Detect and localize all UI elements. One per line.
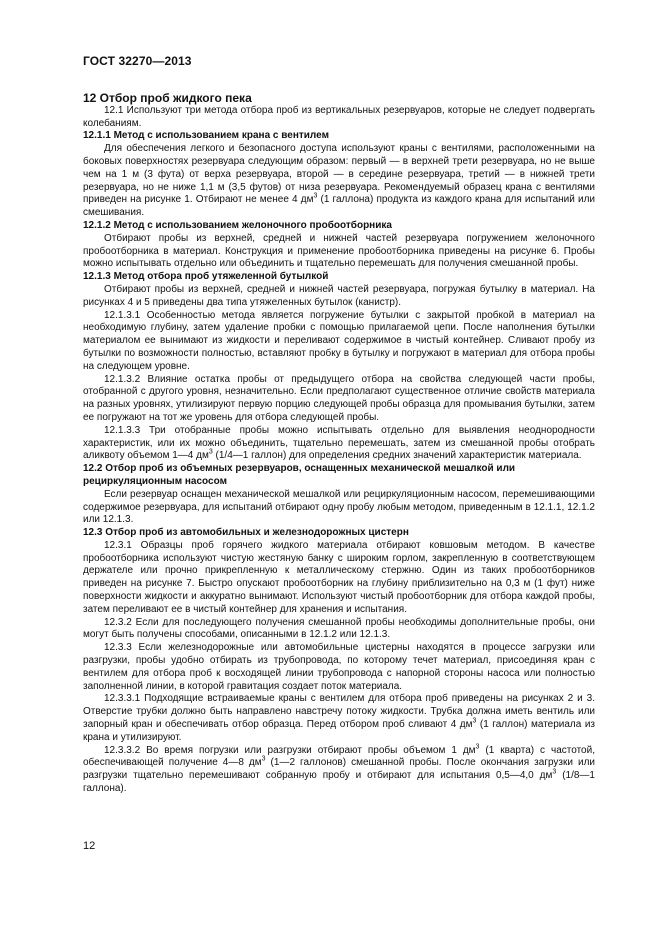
- heading-12-3: 12.3 Отбор проб из автомобильных и железнодорожных цистерн: [83, 527, 409, 539]
- heading-12-2: 12.2 Отбор проб из объемных резервуаров, оснащенных механической мешалкой или рециркуляционным насосом: [83, 463, 516, 487]
- paragraph-12-1-2: Отбирают пробы из верхней, средней и нижней частей резервуара погружением желоночного пробоотборника в материал. Конструкция и применение пробоотборника приведены на рисунке 6. Пробы можно испытывать отдельно или объединить и тщательно перемешать для получения смешанной пробы.: [83, 232, 595, 270]
- paragraph-12-1-1: Для обеспечения легкого и безопасного доступа используют краны с вентилями, расположенными на боковых поверхностях резервуара следующим образом: первый — в верхней трети резервуара, но не выше чем на 1 м (3 фута) от верха резервуара, второй — в середине резервуара, третий — в нижней трети резервуара, но не ниже 1,1 м (3,5 футов) от низа резервуара. Рекомендуемый образец крана с вентилями приведен на рисунке 1. Отбирают не менее 4 $дм^3$ (1 галлона) продукта из каждого крана для испытаний или смешивания.: [83, 143, 595, 219]
- standard-header: ГОСТ 32270—2013: [83, 54, 192, 68]
- page-number: 12: [83, 840, 96, 852]
- heading-12-1-2: 12.1.2 Метод с использованием желоночного пробоотборника: [83, 219, 392, 231]
- page-content: [83, 92, 595, 796]
- section-12-title: 12 Отбор проб жидкого пека: [83, 91, 252, 105]
- paragraph-12-1: 12.1 Используют три метода отбора проб из вертикальных резервуаров, которые не следует подвергать колебаниям.: [83, 104, 595, 129]
- paragraph-12-3-2: 12.3.2 Если для последующего получения смешанной пробы необходимы дополнительные пробы, они могут быть получены способами, описанными в 12.1.2 или 12.1.3.: [83, 616, 595, 641]
- paragraph-12-2: Если резервуар оснащен механической мешалкой или рециркуляционным насосом, перемешивающими содержимое резервуара, для испытаний отбирают одну пробу любым методом, приведенным в 12.1.1, 12.1.2 или 12.1.3.: [83, 488, 595, 526]
- paragraph-12-3-1: 12.3.1 Образцы проб горячего жидкого материала отбирают ковшовым методом. В качестве пробоотборника используют чистую жестяную банку с широким горлом, закрепленную в соответствующем держателе или прочно прикрепленную к металлическому стержню. Один из таких пробоотборников приведен на рисунке 7. Быстро опускают пробоотборник на глубину приблизительно на 0,3 м (1 фут) ниже поверхности жидкости и аккуратно вынимают. Используют чистый пробоотборник для отбора каждой пробы, затем переливают ее в чистый контейнер для хранения и испытания.: [83, 539, 595, 615]
- heading-12-1-3: 12.1.3 Метод отбора проб утяжеленной бутылкой: [83, 271, 329, 283]
- paragraph-12-1-3-1: 12.1.3.1 Особенностью метода является погружение бутылки с закрытой пробкой в материал на необходимую глубину, затем удаление пробки с помощью прилагаемой цепи. После наполнения бутылки материалом ее вынимают из жидкости и переливают содержимое в чистый контейнер. Сливают пробу из бутылки по возможности полностью, вставляют пробку в бутылку и погружают в материал для отбора пробы на следующем уровне.: [83, 309, 595, 372]
- paragraph-12-1-3-3: 12.1.3.3 Три отобранные пробы можно испытывать отдельно для выявления неоднородности характеристик, или их можно объединить, тщательно перемешать, затем из смешанной пробы отобрать аликвоту объемом 1—4 $дм^3$ (1/4—1 галлон) для определения средних значений характеристик материала.: [83, 424, 595, 462]
- paragraph-12-1-3: Отбирают пробы из верхней, средней и нижней частей резервуара, погружая бутылку в материал. На рисунках 4 и 5 приведены два типа утяжеленных бутылок (канистр).: [83, 283, 595, 308]
- heading-12-1-1: 12.1.1 Метод с использованием крана с вентилем: [83, 130, 329, 142]
- paragraph-12-3-3-1: 12.3.3.1 Подходящие встраиваемые краны с вентилем для отбора проб приведены на рисунках 2 и 3. Отверстие трубки должно быть направлено навстречу потоку жидкости. Трубка должна иметь вентиль или запорный кран и обеспечивать отбор образца. Перед отбором проб сливают 4 $дм^3$ (1 галлон) материала из крана и утилизируют.: [83, 693, 595, 743]
- paragraph-12-3-3: 12.3.3 Если железнодорожные или автомобильные цистерны находятся в процессе загрузки или разгрузки, пробы удобно отбирать из трубопровода, по которому течет материал, присоединяя кран с вентилем для отбора проб к восходящей линии трубопровода с напорной стороны насоса или полностью заполненной линии, в которой гравитация создает поток материала.: [83, 642, 595, 692]
- paragraph-12-3-3-2: 12.3.3.2 Во время погрузки или разгрузки отбирают пробы объемом 1 $дм^3$ (1 кварта) с частотой, обеспечивающей получение 4—8 $дм^3$ (1—2 галлонов) смешанной пробы. После окончания загрузки или разгрузки тщательно перемешивают собранную пробу и отбирают для испытания 0,5—4,0 $дм^3$ (1/8—1 галлона).: [83, 743, 595, 795]
- paragraph-12-1-3-2: 12.1.3.2 Влияние остатка пробы от предыдущего отбора на свойства следующей части пробы, отобранной с другого уровня, незначительно. Если предполагают существенное отличие свойств материала на разных уровнях, утилизируют первую порцию следующей пробы образца для промывания бутылки, затем ее погружают на тот же уровень для отбора следующей пробы.: [83, 373, 595, 423]
